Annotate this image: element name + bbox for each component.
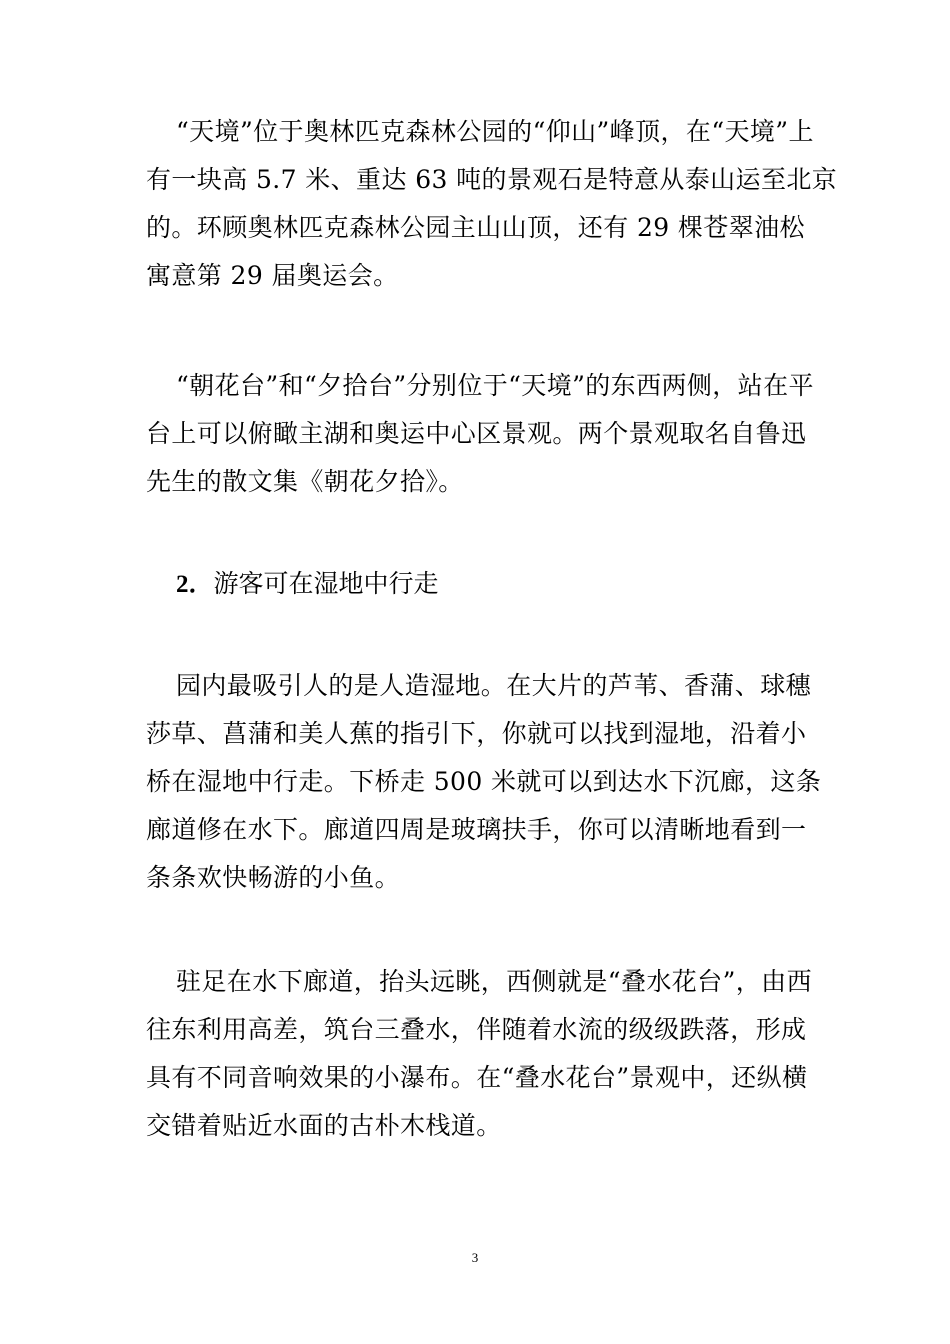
paragraph-dieshui-huatai [146,958,814,1150]
page-number: 3 [471,1250,479,1265]
paragraph-zhaohuatai [146,362,814,506]
section-heading [176,560,439,608]
paragraph-line: 驻足在水下廊道，抬头远眺，西侧就是“叠水花台”，由西 [176,967,812,996]
paragraph-line: 的。环顾奥林匹克森林公园主山山顶，还有 29 棵苍翠油松 [146,213,805,242]
paragraph-line: 桥在湿地中行走。下桥走 500 米就可以到达水下沉廊，这条 [146,767,822,796]
paragraph-line: 先生的散文集《朝花夕拾》。 [146,467,464,496]
paragraph-line: 有一块高 5.7 米、重达 63 吨的景观石是特意从泰山运至北京 [146,165,838,194]
paragraph-line: “朝花台”和“夕拾台”分别位于“天境”的东西两侧，站在平 [176,371,814,400]
paragraph-line: 莎草、菖蒲和美人蕉的指引下，你就可以找到湿地，沿着小 [146,719,807,748]
paragraph-wetland [146,662,822,902]
paragraph-line: 条条欢快畅游的小鱼。 [146,863,401,892]
paragraph-line: 廊道修在水下。廊道四周是玻璃扶手，你可以清晰地看到一 [146,815,807,844]
section-title: 游客可在湿地中行走 [213,569,439,598]
paragraph-line: 往东利用高差，筑台三叠水，伴随着水流的级级跌落，形成 [146,1015,807,1044]
paragraph-line: 交错着贴近水面的古朴木栈道。 [146,1111,502,1140]
paragraph-line: 寓意第 29 届奥运会。 [146,261,399,290]
paragraph-line: 具有不同音响效果的小瀑布。在“叠水花台”景观中，还纵横 [146,1063,808,1092]
paragraph-line: 园内最吸引人的是人造湿地。在大片的芦苇、香蒲、球穗 [176,671,812,700]
paragraph-line: “天境”位于奥林匹克森林公园的“仰山”峰顶，在“天境”上 [176,117,814,146]
paragraph-tianjing [146,108,838,300]
paragraph-line: 台上可以俯瞰主湖和奥运中心区景观。两个景观取名自鲁迅 [146,419,807,448]
section-number: 2． [176,571,214,598]
